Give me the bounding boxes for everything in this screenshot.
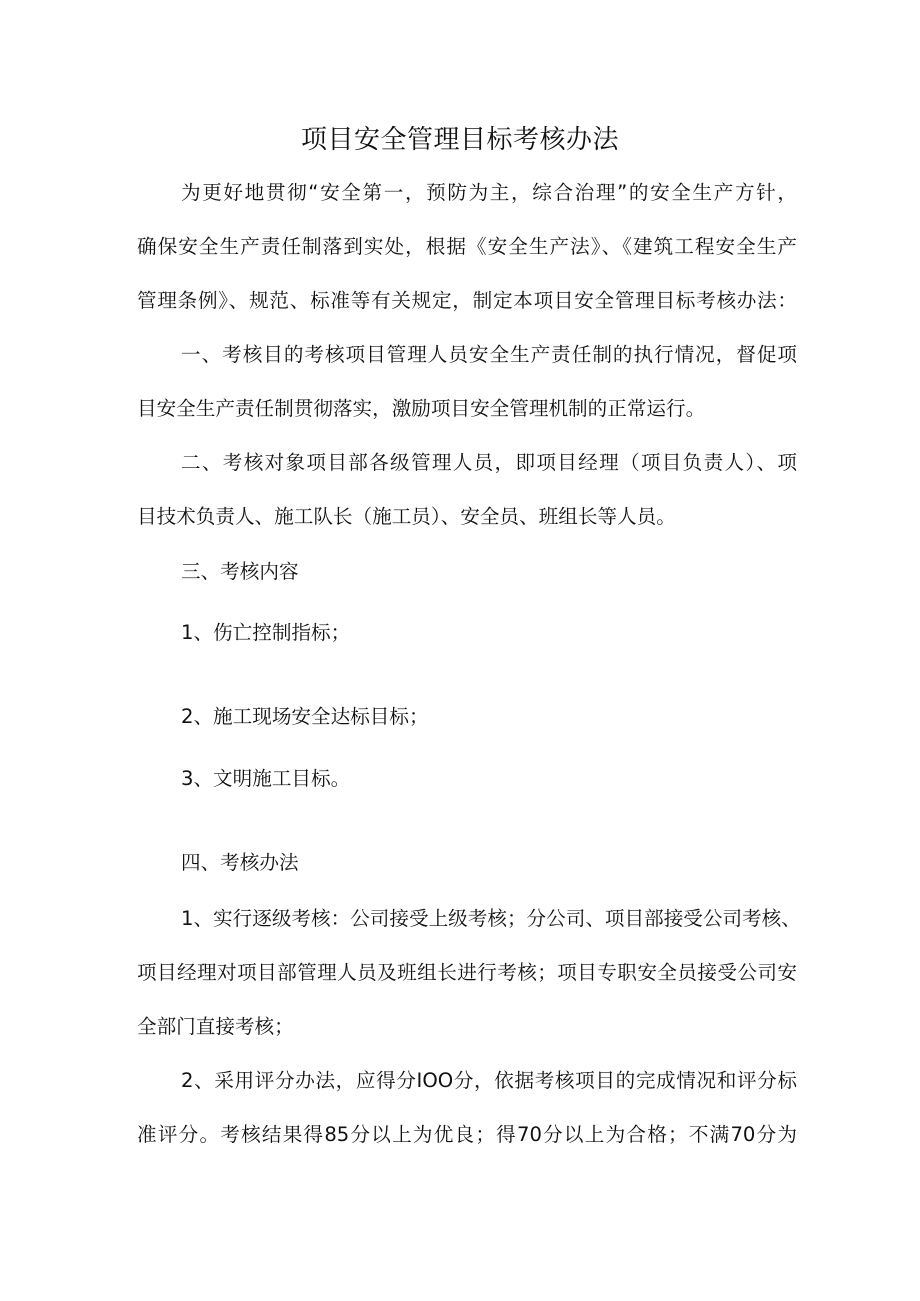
paragraph-line: 目安全生产责任制贯彻落实，激励项目安全管理机制的正常运行。 xyxy=(137,397,706,420)
paragraph-line: 1、实行逐级考核：公司接受上级考核；分公司、项目部接受公司考核、 xyxy=(181,907,801,930)
document-title: 项目安全管理目标考核办法 xyxy=(300,125,619,155)
paragraph-line: 一、考核目的考核项目管理人员安全生产责任制的执行情况，督促项 xyxy=(181,343,797,366)
list-item: 1、伤亡控制指标； xyxy=(181,621,351,644)
paragraph-line: 二、考核对象项目部各级管理人员，即项目经理（项目负责人）、项 xyxy=(181,451,797,474)
section-heading: 三、考核内容 xyxy=(181,560,299,583)
section-heading: 四、考核办法 xyxy=(181,851,299,874)
paragraph-line: 2、采用评分办法，应得分IOO分，依据考核项目的完成情况和评分标 xyxy=(181,1069,797,1092)
list-item: 3、文明施工目标。 xyxy=(181,767,351,790)
paragraph-line: 为更好地贯彻“安全第一，预防为主，综合治理”的安全生产方针， xyxy=(181,181,797,204)
paragraph-line: 管理条例》、规范、标准等有关规定，制定本项目安全管理目标考核办法： xyxy=(137,289,797,312)
paragraph-line: 目技术负责人、施工队长（施工员）、安全员、班组长等人员。 xyxy=(137,505,676,528)
paragraph-line: 准评分。考核结果得85分以上为优良；得70分以上为合格；不满70分为 xyxy=(137,1123,797,1146)
list-item: 2、施工现场安全达标目标； xyxy=(181,705,429,728)
paragraph-line: 确保安全生产责任制落到实处，根据《安全生产法》、《建筑工程安全生产 xyxy=(137,235,797,258)
paragraph-line: 全部门直接考核； xyxy=(137,1015,294,1038)
paragraph-line: 项目经理对项目部管理人员及班组长进行考核；项目专职安全员接受公司安 xyxy=(137,961,797,984)
